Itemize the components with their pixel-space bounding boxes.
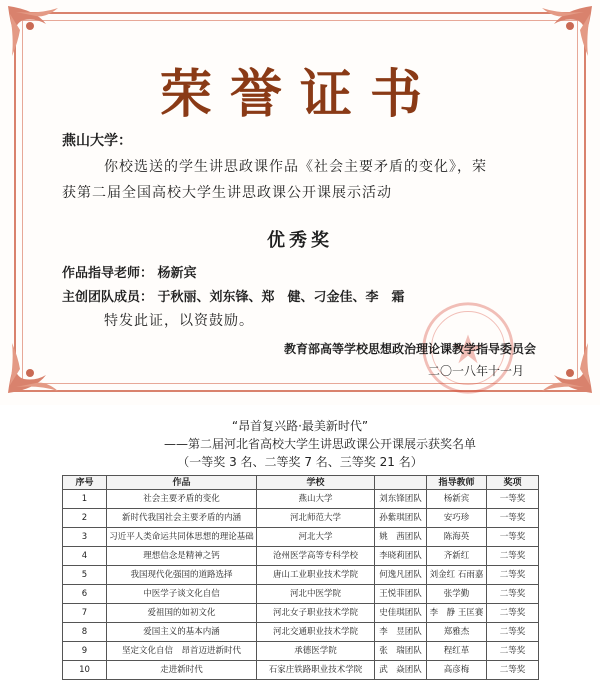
school-name: 唐山工业职业技术学院	[257, 566, 375, 585]
award-level: 一等奖	[487, 490, 539, 509]
work-title: 社会主要矛盾的变化	[107, 490, 257, 509]
header-index: 序号	[63, 476, 107, 490]
work-title: 爱国主义的基本内涵	[107, 623, 257, 642]
work-title: 爱祖国的如初文化	[107, 604, 257, 623]
advisor-name: 郑雅杰	[427, 623, 487, 642]
table-row	[63, 661, 539, 680]
school-name: 河北大学	[257, 528, 375, 547]
issue-date: 二〇一八年十一月	[427, 364, 524, 378]
school-name: 河北中医学院	[257, 585, 375, 604]
row-index: 2	[63, 509, 107, 528]
recipient-name: 燕山大学：	[62, 133, 132, 149]
row-index: 1	[63, 490, 107, 509]
award-level: 二等奖	[487, 623, 539, 642]
award-level: 二等奖	[487, 604, 539, 623]
header-advisor: 指导教师	[427, 476, 487, 490]
award-list-subtitle: ——第二届河北省高校大学生讲思政课公开课展示获奖名单	[163, 437, 476, 451]
advisor-name: 陈海英	[427, 528, 487, 547]
team-name: 张 瑞团队	[375, 642, 427, 661]
header-award: 奖项	[487, 476, 539, 490]
table-row	[63, 623, 539, 642]
table-row	[63, 566, 539, 585]
team-name: 李 昱团队	[375, 623, 427, 642]
closing-statement: 特发此证，以资鼓励。	[104, 313, 254, 329]
certificate-body-line-2: 获第二届全国高校大学生讲思政课公开课展示活动	[62, 185, 392, 201]
instructor-line: 作品指导老师： 杨新宾	[62, 266, 197, 281]
table-row	[63, 547, 539, 566]
advisor-name: 程红革	[427, 642, 487, 661]
team-name: 武 焱团队	[375, 661, 427, 680]
row-index: 3	[63, 528, 107, 547]
row-index: 5	[63, 566, 107, 585]
school-name: 承德医学院	[257, 642, 375, 661]
school-name: 河北交通职业技术学院	[257, 623, 375, 642]
row-index: 4	[63, 547, 107, 566]
advisor-name: 杨新宾	[427, 490, 487, 509]
award-level: 一等奖	[487, 528, 539, 547]
table-header-row	[63, 476, 539, 490]
award-level: 二等奖	[487, 661, 539, 680]
row-index: 8	[63, 623, 107, 642]
header-work: 作品	[107, 476, 257, 490]
advisor-name: 安巧珍	[427, 509, 487, 528]
award-level: 二等奖	[487, 585, 539, 604]
table-row	[63, 528, 539, 547]
team-name: 孙紫琪团队	[375, 509, 427, 528]
team-name: 王悦菲团队	[375, 585, 427, 604]
award-level: 二等奖	[487, 547, 539, 566]
work-title: 新时代我国社会主要矛盾的内涵	[107, 509, 257, 528]
header-school: 学校	[257, 476, 375, 490]
row-index: 9	[63, 642, 107, 661]
table-row	[63, 604, 539, 623]
award-list-title: “昂首复兴路·最美新时代”	[231, 419, 369, 433]
award-list-section	[0, 405, 600, 693]
school-name: 沧州医学高等专科学校	[257, 547, 375, 566]
team-name: 刘东锋团队	[375, 490, 427, 509]
issuing-committee: 教育部高等学校思想政治理论课教学指导委员会	[283, 342, 536, 356]
award-level: 二等奖	[487, 642, 539, 661]
row-index: 6	[63, 585, 107, 604]
work-title: 坚定文化自信 昂首迈进新时代	[107, 642, 257, 661]
team-name: 姚 茜团队	[375, 528, 427, 547]
advisor-name: 李 静 王匡赛	[427, 604, 487, 623]
work-title: 走进新时代	[107, 661, 257, 680]
school-name: 石家庄铁路职业技术学院	[257, 661, 375, 680]
school-name: 燕山大学	[257, 490, 375, 509]
school-name: 河北女子职业技术学院	[257, 604, 375, 623]
table-body	[63, 490, 539, 680]
table-row	[63, 490, 539, 509]
table-row	[63, 509, 539, 528]
work-title: 我国现代化强国的道路选择	[107, 566, 257, 585]
work-title: 习近平人类命运共同体思想的理论基础	[107, 528, 257, 547]
advisor-name: 齐新红	[427, 547, 487, 566]
work-title: 中医学子谈文化自信	[107, 585, 257, 604]
work-title: 理想信念是精神之钙	[107, 547, 257, 566]
award-level: 二等奖	[487, 566, 539, 585]
table-row	[63, 585, 539, 604]
certificate-title: 荣誉证书	[159, 64, 440, 125]
award-count-note: （一等奖 3 名、二等奖 7 名、三等奖 21 名）	[177, 455, 423, 469]
advisor-name: 刘金红 石雨嘉	[427, 566, 487, 585]
advisor-name: 张学勤	[427, 585, 487, 604]
table-row	[63, 642, 539, 661]
row-index: 7	[63, 604, 107, 623]
team-name: 李晓莉团队	[375, 547, 427, 566]
award-level: 优秀奖	[267, 230, 333, 251]
advisor-name: 高彦梅	[427, 661, 487, 680]
team-members-line: 主创团队成员： 于秋丽、刘东锋、郑 健、刁金佳、李 霜	[62, 290, 405, 305]
corner-ornament-icon	[6, 335, 86, 395]
award-level: 一等奖	[487, 509, 539, 528]
row-index: 10	[63, 661, 107, 680]
award-winners-table	[62, 475, 539, 680]
certificate-body-line-1: 你校选送的学生讲思政课作品《社会主要矛盾的变化》，荣	[104, 159, 487, 175]
header-team	[375, 476, 427, 490]
school-name: 河北师范大学	[257, 509, 375, 528]
team-name: 何逸凡团队	[375, 566, 427, 585]
team-name: 史佳琪团队	[375, 604, 427, 623]
